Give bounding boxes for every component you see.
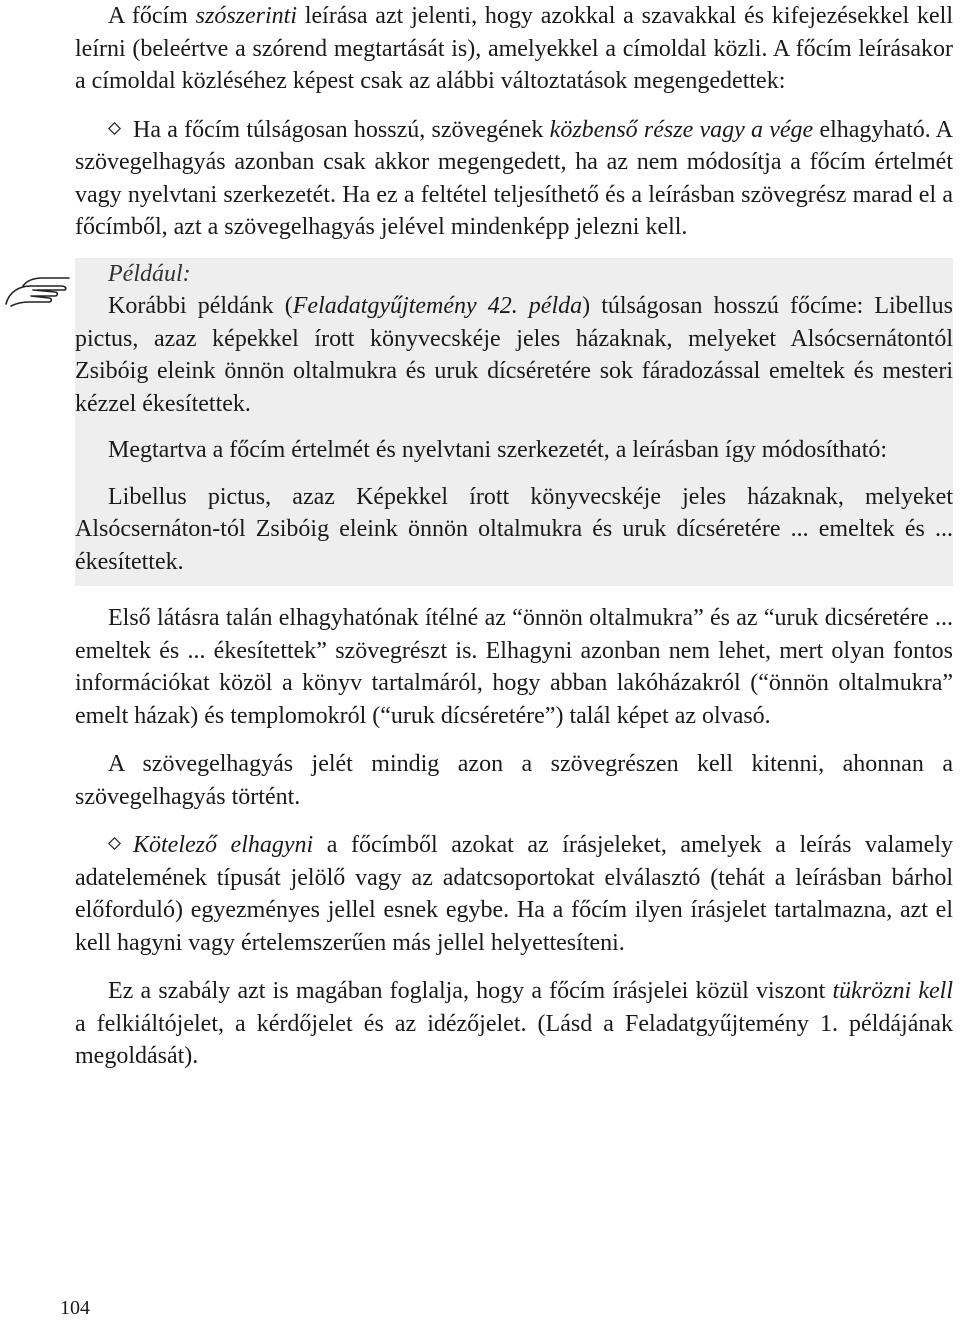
diamond-outline-icon — [108, 122, 121, 135]
text-run: ) túlságosan hosszú főcíme: Libellus pictus, azaz képekkel írott könyvecskéje jeles házaknak, melyeket Alsócsernátontól Zsibóig eleink önnön oltalmukra és uruk dícséretére sok fáradozással emeltek és mesteri kézzel ékesítettek. — [75, 293, 954, 417]
italic-term: szószerinti — [195, 3, 298, 29]
italic-term: közbenső része vagy a vége — [549, 116, 814, 143]
text-run: Korábbi példánk ( — [108, 293, 293, 319]
italic-term: Feladatgyűjtemény 42. példa — [292, 293, 583, 319]
paragraph-intro — [75, 0, 953, 98]
text-run: Ha a főcím túlságosan hosszú, szövegének — [133, 116, 550, 143]
paragraph-punctuation — [75, 975, 953, 1073]
text-run: A főcím — [108, 3, 196, 29]
document-page — [75, 0, 953, 1073]
text-run: a felkiáltójelet, a kérdőjelet és az idézőjelet. (Lásd a Feladatgyűjtemény 1. példájának megoldását). — [75, 1010, 953, 1069]
italic-term: tükrözni kell — [832, 978, 954, 1004]
example-box — [75, 258, 953, 587]
italic-term: Kötelező elhagyni — [133, 832, 314, 858]
pointing-hand-icon — [3, 274, 71, 318]
paragraph-explanation: Első látásra talán elhagyhatónak ítélné az “önnön oltalmukra” és az “uruk dicséretére ... emeltek és ... ékesítettek” szövegrészt is. Elhagyni azonban nem lehet, mert olyan fontos információkat közöl a könyv tartalmáról, hogy abban lakóházakról (“önnön oltalmukra” emelt házak) és templomokról (“uruk dícséretére”) talál képet az olvasó. — [75, 605, 953, 729]
paragraph-rule-2 — [75, 829, 953, 959]
example-paragraph-3: Libellus pictus, azaz Képekkel írott könyvecskéje jeles házaknak, melyeket Alsócsernáton-tól Zsibóig eleink önnön oltalmukra és uruk dícséretére ... emeltek és ... ékesítettek. — [75, 483, 953, 575]
text-run: leírása azt jelenti, hogy azokkal a szavakkal és kifejezésekkel kell leírni (beleértve a szórend megtartását is), amelyekkel a címoldal közli. A főcím leírásakor a címoldal közléséhez képest csak az alábbi változtatások megengedettek: — [75, 3, 953, 94]
diamond-outline-icon — [108, 837, 121, 850]
text-run: a főcímből azokat az írásjeleket, amelyek a leírás valamely adatelemének típusát jelölő vagy az adatcsoportokat elválasztó (tehát a leírásban bárhol előforduló) egyezményes jellel esnek egybe. Ha a főcím ilyen írásjelet tartalmazna, azt el kell hagyni vagy értelemszerűen más jellel helyettesíteni. — [75, 832, 953, 956]
example-heading: Például: — [108, 260, 191, 287]
example-paragraph-1 — [75, 290, 953, 420]
text-run: Ez a szabály azt is magában foglalja, hogy a főcím írásjelei közül viszont — [108, 978, 833, 1004]
text-run: elhagyható. A szövegelhagyás azonban csak akkor megengedett, ha az nem módosítja a főcím értelmét vagy nyelvtani szerkezetét. Ha ez a feltétel teljesíthető és a leírásban szövegrész marad el a főcímből, azt a szövegelhagyás jelével mindenképp jelezni kell. — [75, 116, 954, 240]
page-number: 104 — [60, 1297, 90, 1319]
paragraph-rule-1 — [75, 114, 953, 244]
paragraph-ellipsis-position: A szövegelhagyás jelét mindig azon a szövegrészen kell kitenni, ahonnan a szövegelhagyás történt. — [75, 751, 953, 810]
example-paragraph-2: Megtartva a főcím értelmét és nyelvtani szerkezetét, a leírásban így módosítható: — [108, 437, 888, 463]
